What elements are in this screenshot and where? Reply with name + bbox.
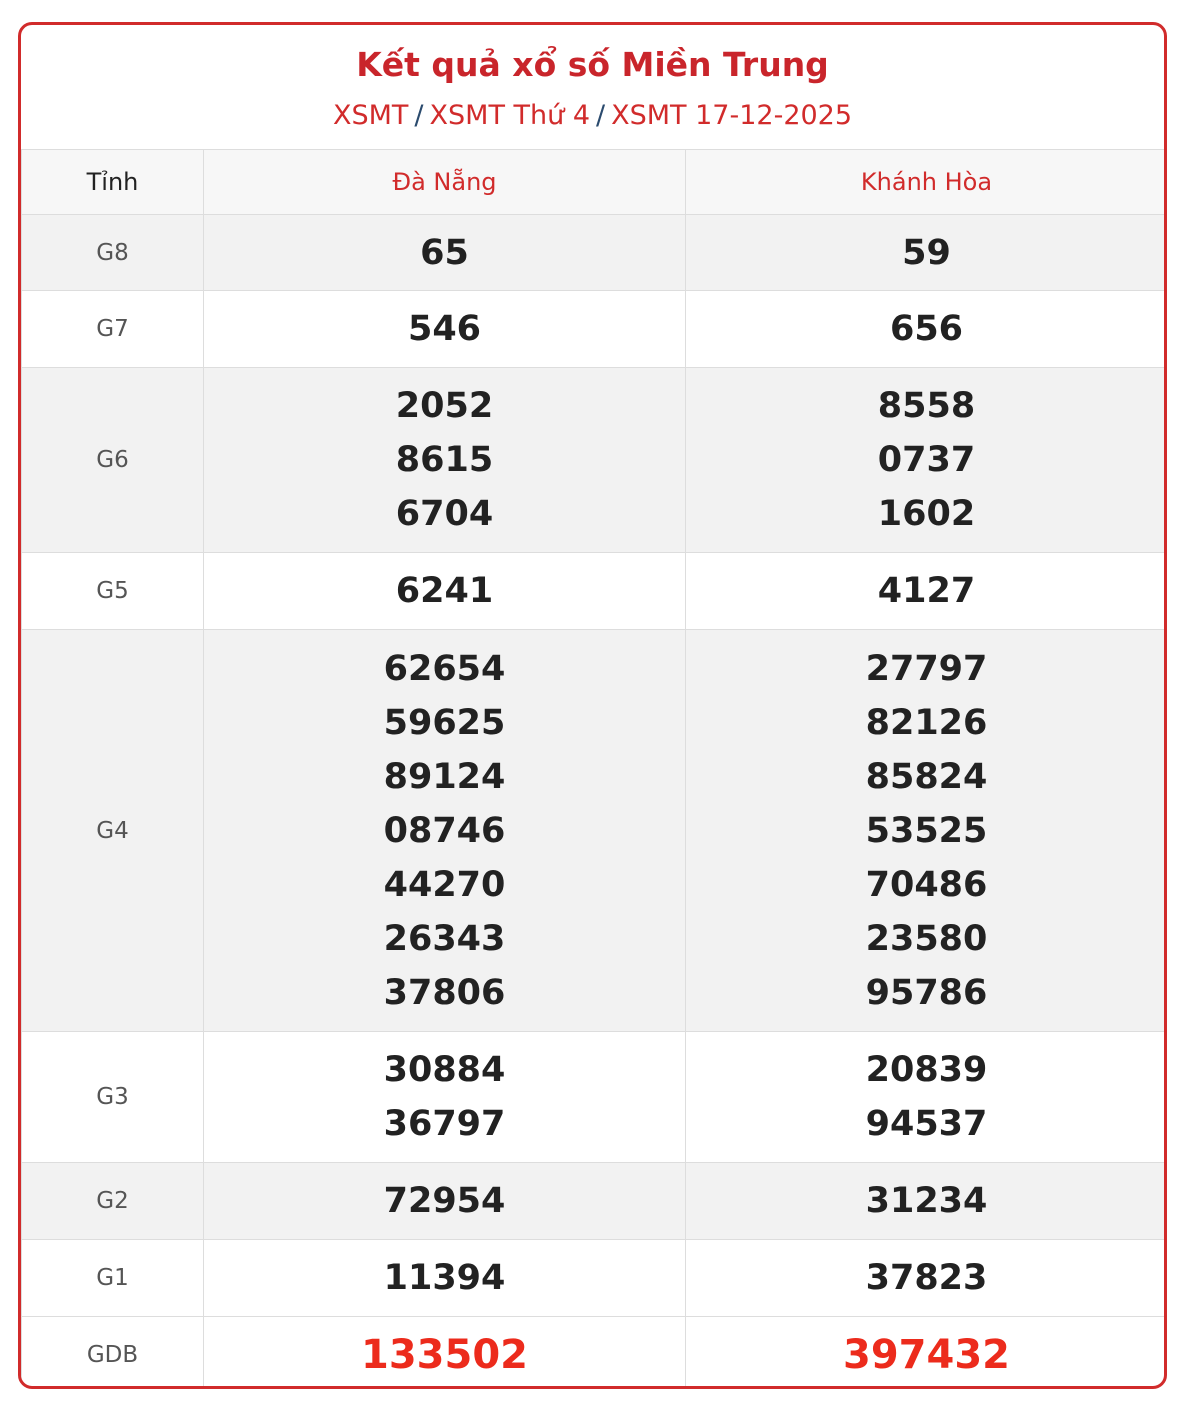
breadcrumb-separator: / bbox=[414, 100, 424, 131]
table-row-g4 bbox=[22, 630, 1168, 1032]
province-column-label: Tỉnh bbox=[22, 150, 204, 215]
lottery-number: 31234 bbox=[865, 1181, 988, 1221]
jackpot-number-khanh-hoa: 397432 bbox=[686, 1317, 1168, 1390]
lottery-number: 94537 bbox=[865, 1104, 988, 1144]
prize-numbers-da-nang bbox=[204, 553, 686, 630]
lottery-number: 89124 bbox=[383, 756, 506, 797]
prize-numbers-da-nang bbox=[204, 630, 686, 1032]
prize-label: G1 bbox=[22, 1240, 204, 1317]
breadcrumb-link-weekday[interactable]: XSMT Thứ 4 bbox=[429, 100, 590, 131]
lottery-number: 0737 bbox=[877, 440, 976, 480]
lottery-number: 27797 bbox=[865, 648, 988, 689]
breadcrumb-link-xsmt[interactable]: XSMT bbox=[332, 100, 409, 131]
lottery-number: 23580 bbox=[865, 918, 988, 959]
prize-numbers-da-nang bbox=[204, 215, 686, 291]
breadcrumb-separator: / bbox=[596, 100, 606, 131]
table-row-g7 bbox=[22, 291, 1168, 368]
prize-numbers-khanh-hoa bbox=[686, 368, 1168, 553]
prize-numbers-khanh-hoa bbox=[686, 1240, 1168, 1317]
lottery-number: 8558 bbox=[877, 386, 976, 426]
lottery-number: 37806 bbox=[383, 972, 506, 1013]
table-row-g3 bbox=[22, 1032, 1168, 1163]
lottery-number: 4127 bbox=[877, 571, 976, 611]
table-header-row bbox=[22, 150, 1168, 215]
prize-numbers-khanh-hoa bbox=[686, 553, 1168, 630]
lottery-number: 95786 bbox=[865, 972, 988, 1013]
table-row-g1 bbox=[22, 1240, 1168, 1317]
prize-label: G6 bbox=[22, 368, 204, 553]
prize-numbers-da-nang bbox=[204, 368, 686, 553]
lottery-number: 59625 bbox=[383, 702, 506, 743]
prize-numbers-da-nang bbox=[204, 1163, 686, 1240]
lottery-number: 65 bbox=[420, 232, 469, 273]
lottery-number: 36797 bbox=[383, 1104, 506, 1144]
prize-numbers-da-nang bbox=[204, 291, 686, 368]
table-row-g5 bbox=[22, 553, 1168, 630]
jackpot-number-da-nang: 133502 bbox=[204, 1317, 686, 1390]
prize-label: GDB bbox=[22, 1317, 204, 1390]
prize-numbers-khanh-hoa bbox=[686, 1032, 1168, 1163]
lottery-number: 08746 bbox=[383, 810, 506, 851]
prize-label: G4 bbox=[22, 630, 204, 1032]
prize-label: G7 bbox=[22, 291, 204, 368]
breadcrumb bbox=[21, 99, 1164, 133]
prize-label: G5 bbox=[22, 553, 204, 630]
prize-numbers-da-nang bbox=[204, 1032, 686, 1163]
province-khanh-hoa[interactable]: Khánh Hòa bbox=[686, 150, 1168, 215]
table-row-g8 bbox=[22, 215, 1168, 291]
lottery-number: 1602 bbox=[877, 494, 976, 534]
lottery-number: 656 bbox=[889, 309, 964, 349]
lottery-number: 546 bbox=[407, 309, 482, 349]
prize-label: G2 bbox=[22, 1163, 204, 1240]
prize-numbers-khanh-hoa bbox=[686, 291, 1168, 368]
lottery-number: 26343 bbox=[383, 918, 506, 959]
table-row-g2 bbox=[22, 1163, 1168, 1240]
breadcrumb-link-date[interactable]: XSMT 17-12-2025 bbox=[611, 100, 853, 131]
lottery-number: 30884 bbox=[383, 1050, 506, 1090]
results-header bbox=[21, 25, 1164, 149]
lottery-number: 8615 bbox=[395, 440, 494, 480]
table-row-g6 bbox=[22, 368, 1168, 553]
lottery-number: 37823 bbox=[865, 1258, 988, 1298]
results-card bbox=[18, 22, 1167, 1389]
lottery-number: 72954 bbox=[383, 1181, 506, 1221]
prize-label: G3 bbox=[22, 1032, 204, 1163]
lottery-number: 85824 bbox=[865, 756, 988, 797]
lottery-number: 20839 bbox=[865, 1050, 988, 1090]
lottery-number: 59 bbox=[902, 232, 951, 273]
page-title: Kết quả xổ số Miền Trung bbox=[356, 45, 829, 84]
lottery-number: 11394 bbox=[383, 1258, 506, 1298]
lottery-number: 6241 bbox=[395, 571, 494, 611]
prize-numbers-da-nang bbox=[204, 1240, 686, 1317]
lottery-number: 70486 bbox=[865, 864, 988, 905]
lottery-number: 44270 bbox=[383, 864, 506, 905]
results-table bbox=[21, 149, 1167, 1389]
prize-label: G8 bbox=[22, 215, 204, 291]
lottery-number: 62654 bbox=[383, 648, 506, 689]
lottery-number: 82126 bbox=[865, 702, 988, 743]
prize-numbers-khanh-hoa bbox=[686, 630, 1168, 1032]
table-row-gdb bbox=[22, 1317, 1168, 1390]
prize-numbers-khanh-hoa bbox=[686, 215, 1168, 291]
lottery-number: 2052 bbox=[395, 386, 494, 426]
province-da-nang[interactable]: Đà Nẵng bbox=[204, 150, 686, 215]
prize-numbers-khanh-hoa bbox=[686, 1163, 1168, 1240]
lottery-number: 53525 bbox=[865, 810, 988, 851]
lottery-number: 6704 bbox=[395, 494, 494, 534]
